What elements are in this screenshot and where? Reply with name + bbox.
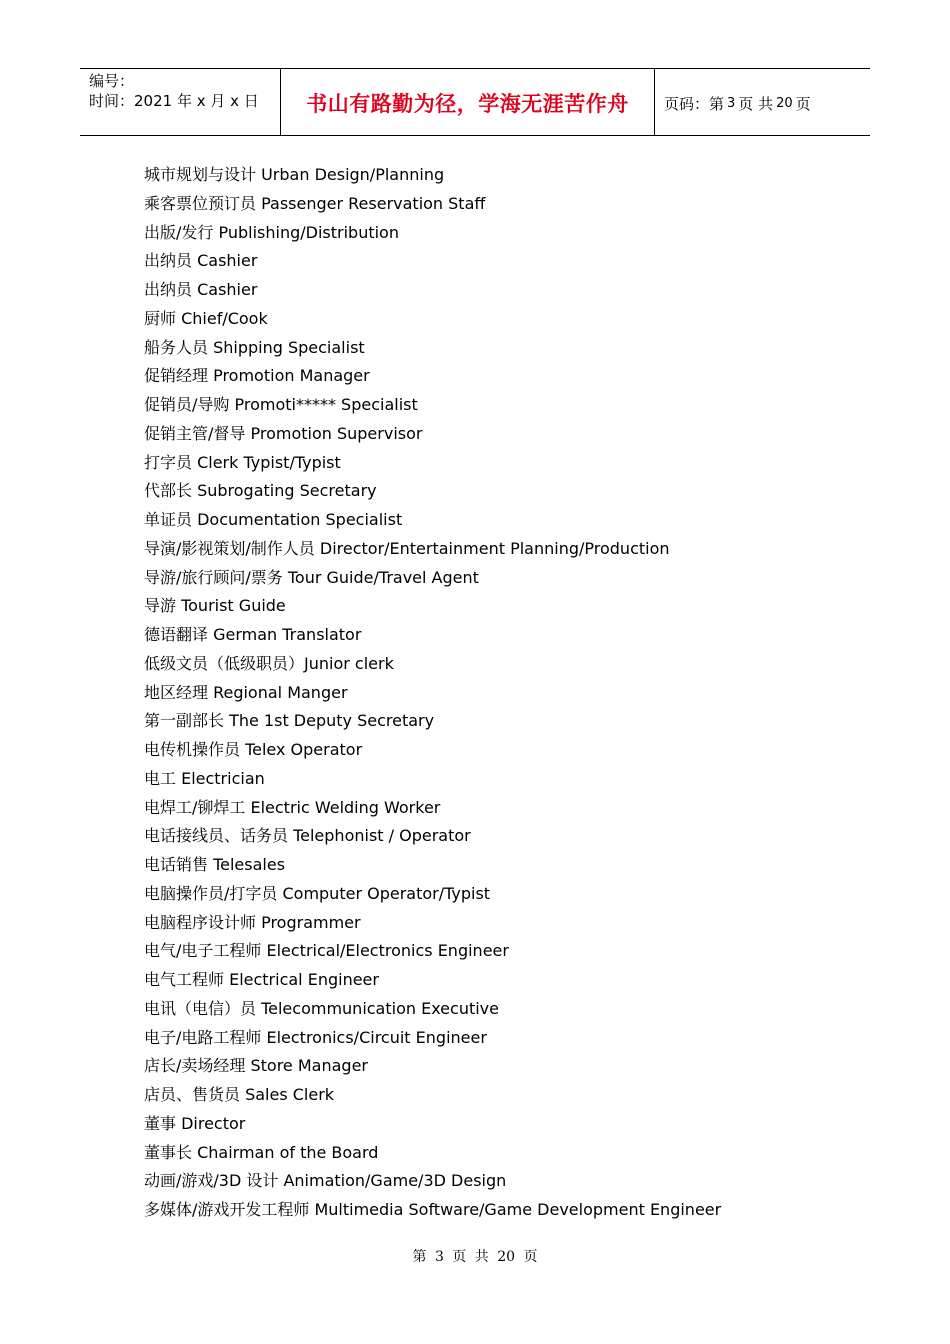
date-label: 时间：2021 年 x 月 x 日 [89,92,259,110]
page-total: 20 [776,95,793,111]
list-item: 董事 Director [144,1113,246,1133]
list-item: 出纳员 Cashier [144,251,258,271]
list-item: 厨师 Chief/Cook [144,308,268,328]
list-item: 乘客票位预订员 Passenger Reservation Staff [144,193,486,213]
header-motto: 书山有路勤为径，学海无涯苦作舟 [281,69,655,135]
list-item: 导演/影视策划/制作人员 Director/Entertainment Planning/Production [144,538,670,558]
list-item: 电工 Electrician [144,768,265,788]
page-middle: 页 共 [738,94,774,113]
page-suffix: 页 [795,94,811,113]
list-item: 打字员 Clerk Typist/Typist [144,452,341,472]
list-item: 城市规划与设计 Urban Design/Planning [144,165,445,184]
list-item: 促销员/导购 Promoti***** Specialist [144,395,418,414]
list-item: 船务人员 Shipping Specialist [144,337,365,357]
list-item: 促销主管/督导 Promotion Supervisor [144,423,423,443]
list-item: 导游 Tourist Guide [144,596,286,616]
list-item: 出纳员 Cashier [144,280,258,299]
list-item: 电脑操作员/打字员 Computer Operator/Typist [144,883,491,903]
header-meta-cell [80,69,281,135]
page-current: 3 [727,95,736,111]
list-item: 代部长 Subrogating Secretary [144,481,377,501]
list-item: 第一副部长 The 1st Deputy Secretary [144,711,435,731]
list-item: 电气工程师 Electrical Engineer [144,970,379,989]
list-item: 德语翻译 German Translator [144,625,362,644]
list-item: 电气/电子工程师 Electrical/Electronics Engineer [144,941,509,961]
list-item: 促销经理 Promotion Manager [144,366,370,386]
list-item: 电话销售 Telesales [144,855,286,874]
list-item: 出版/发行 Publishing/Distribution [144,222,399,242]
list-item: 电讯（电信）员 Telecommunication Executive [144,998,499,1018]
list-item: 多媒体/游戏开发工程师 Multimedia Software/Game Development Engineer [144,1200,722,1219]
list-item: 电脑程序设计师 Programmer [144,912,361,932]
list-item: 低级文员（低级职员）Junior clerk [144,653,394,673]
header-page-indicator [655,69,870,135]
list-item: 导游/旅行顾问/票务 Tour Guide/Travel Agent [144,567,479,587]
list-item: 地区经理 Regional Manger [144,682,348,702]
list-item: 电焊工/铆焊工 Electric Welding Worker [144,797,441,817]
page-footer: 第 3 页 共 20 页 [412,1249,538,1265]
job-title-list [144,161,721,1225]
list-item: 电子/电路工程师 Electronics/Circuit Engineer [144,1027,487,1047]
serial-number-label: 编号： [89,72,135,90]
list-item: 店员、售货员 Sales Clerk [144,1085,335,1104]
page-header [80,68,870,136]
page-prefix: 页码：第 [664,94,725,113]
list-item: 电传机操作员 Telex Operator [144,740,363,759]
list-item: 电话接线员、话务员 Telephonist / Operator [144,826,471,846]
list-item: 董事长 Chairman of the Board [144,1142,379,1162]
list-item: 店长/卖场经理 Store Manager [144,1056,368,1076]
list-item: 动画/游戏/3D 设计 Animation/Game/3D Design [144,1171,507,1191]
list-item: 单证员 Documentation Specialist [144,510,403,529]
